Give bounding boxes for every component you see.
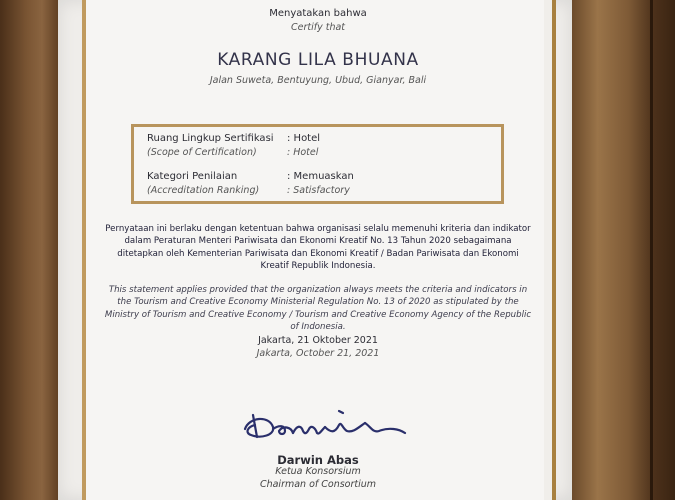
certificate-content xyxy=(94,0,542,500)
ranking-label-english: (Accreditation Ranking) xyxy=(147,185,260,196)
certificate-paper xyxy=(58,0,572,500)
ranking-value-english: : Satisfactory xyxy=(287,185,350,196)
scope-label-english: (Scope of Certification) xyxy=(147,147,257,158)
organization-name: KARANG LILA BHUANA xyxy=(217,50,419,70)
signer-name: Darwin Abas xyxy=(277,453,359,467)
statement-heading: Menyatakan bahwa xyxy=(269,8,367,19)
organization-address: Jalan Suweta, Bentuyung, Ubud, Gianyar, Bali xyxy=(209,75,427,86)
ranking-label: Kategori Penilaian xyxy=(147,171,238,182)
signer-role-english: Chairman of Consortium xyxy=(259,479,377,490)
scope-value: : Hotel xyxy=(287,133,321,144)
signer-role: Ketua Konsorsium xyxy=(275,466,361,477)
wood-frame-right xyxy=(572,0,675,500)
scope-value-english: : Hotel xyxy=(287,147,319,158)
certification-details-box xyxy=(131,124,504,204)
statement-heading-english: Certify that xyxy=(290,22,346,33)
statement-paragraph: Pernyataan ini berlaku dengan ketentuan bahwa organisasi selalu memenuhi kriteria dan indikator dalam Peraturan Menteri Pariwisata dan Ekonomi Kreatif No. 13 Tahun 2020 sebagaimana ditetapkan oleh Kementerian Pariwisata dan Ekonomi Kreatif / Badan Pariwisata dan Ekonomi Kreatif Republik Indonesia. xyxy=(105,224,531,272)
place-and-date-english: Jakarta, October 21, 2021 xyxy=(256,348,380,359)
scope-label: Ruang Lingkup Sertifikasi xyxy=(147,133,274,144)
statement-paragraph-english: This statement applies provided that the organization always meets the criteria and indicators in the Tourism and Creative Economy Ministerial Regulation No. 13 of 2020 as stipulated by the Ministry of Tourism and Creative Economy / Tourism and Creative Economy Agency of the Republic of Indonesia. xyxy=(104,285,532,333)
ranking-value: : Memuaskan xyxy=(287,171,354,182)
wood-frame-left xyxy=(0,0,60,500)
handwritten-signature xyxy=(239,403,409,445)
place-and-date: Jakarta, 21 Oktober 2021 xyxy=(258,335,378,346)
